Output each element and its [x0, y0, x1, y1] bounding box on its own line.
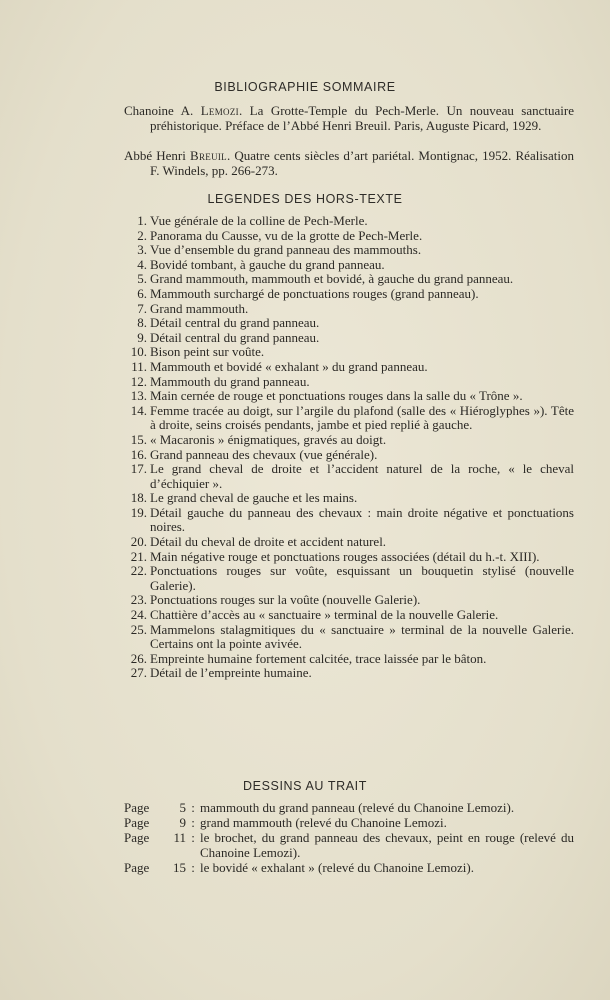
legend-number: 15. [130, 431, 147, 447]
legend-number: 9. [137, 329, 147, 345]
page-number: 5 [179, 800, 186, 815]
legend-item [124, 550, 574, 565]
bibliography-entry-1: Chanoine A. Lemozi. La Grotte-Temple du Pech-Merle. Un nouveau sanctuaire préhistorique. Préface de l’Abbé Henri Breuil. Paris, Auguste Picard, 1929. [124, 103, 575, 133]
legend-text: Grand mammouth, mammouth et bovidé, à gauche du grand panneau. [150, 271, 514, 287]
legend-number: 10. [130, 344, 147, 360]
legend-number: 21. [130, 548, 147, 564]
legend-item [124, 229, 574, 244]
legend-item [124, 666, 574, 681]
legend-text: Mammelons stalagmitiques du « sanctuaire » terminal de la nouvelle Galerie. Certains ont la pointe avivée. [150, 621, 574, 652]
legends-list [124, 214, 574, 681]
drawing-item [124, 800, 574, 815]
legend-item [124, 258, 574, 273]
legends-heading: LEGENDES DES HORS-TEXTE [207, 192, 403, 206]
drawing-text: le bovidé « exhalant » (relevé du Chanoine Lemozi). [200, 860, 474, 875]
legend-number: 20. [130, 534, 147, 550]
legend-text: Détail du cheval de droite et accident naturel. [150, 534, 387, 550]
legend-text: « Macaronis » énigmatiques, gravés au doigt. [150, 431, 387, 447]
legend-text: Détail de l’empreinte humaine. [150, 665, 312, 681]
legend-text: Grand panneau des chevaux (vue générale). [150, 446, 378, 462]
legend-number: 26. [130, 650, 147, 666]
legend-number: 8. [137, 315, 147, 331]
legend-text: Panorama du Causse, vu de la grotte de Pech-Merle. [150, 227, 423, 243]
legend-item [124, 214, 574, 229]
legend-text: Vue générale de la colline de Pech-Merle. [150, 213, 368, 228]
legend-item [124, 331, 574, 346]
legend-number: 13. [130, 388, 147, 404]
legend-item [124, 462, 574, 491]
drawings-heading: DESSINS AU TRAIT [243, 779, 367, 793]
legend-text: Détail central du grand panneau. [150, 329, 320, 345]
legend-number: 17. [130, 461, 147, 477]
legend-item [124, 287, 574, 302]
legend-number: 4. [137, 256, 147, 272]
legend-text: Ponctuations rouges sur la voûte (nouvelle Galerie). [150, 592, 421, 608]
legend-text: Grand mammouth. [150, 300, 249, 316]
legend-item [124, 316, 574, 331]
legend-item [124, 302, 574, 317]
drawing-text: grand mammouth (relevé du Chanoine Lemozi. [200, 815, 447, 830]
author-name: Breuil [190, 148, 227, 163]
page-number: 15 [173, 860, 186, 875]
legend-text: Chattière d’accès au « sanctuaire » terminal de la nouvelle Galerie. [150, 607, 499, 623]
drawing-text: mammouth du grand panneau (relevé du Chanoine Lemozi). [200, 800, 515, 815]
drawing-item [124, 860, 574, 875]
legend-number: 24. [130, 607, 147, 623]
legend-text: Détail gauche du panneau des chevaux : main droite négative et ponctuations noires. [150, 504, 574, 535]
legend-item [124, 404, 574, 433]
legend-item [124, 345, 574, 360]
legend-item [124, 243, 574, 258]
legend-item [124, 535, 574, 550]
legend-number: 22. [130, 563, 147, 579]
legend-number: 27. [130, 665, 147, 681]
legend-number: 25. [130, 621, 147, 637]
separator: : [191, 830, 195, 845]
legend-text: Détail central du grand panneau. [150, 315, 320, 331]
legend-item [124, 433, 574, 448]
legend-item [124, 389, 574, 404]
separator: : [191, 800, 195, 815]
legend-item [124, 375, 574, 390]
legend-number: 18. [130, 490, 147, 506]
drawings-list [124, 800, 574, 875]
legend-item [124, 272, 574, 287]
legend-number: 23. [130, 592, 147, 608]
legend-item [124, 491, 574, 506]
legend-number: 7. [137, 300, 147, 316]
legend-number: 3. [137, 242, 147, 258]
drawing-text: le brochet, du grand panneau des chevaux, peint en rouge (relevé du Chanoine Lemozi). [200, 830, 574, 860]
page-label: Page [124, 830, 150, 845]
legend-item [124, 506, 574, 535]
legend-number: 19. [130, 504, 147, 520]
legend-item [124, 564, 574, 593]
legend-number: 12. [130, 373, 147, 389]
legend-number: 5. [137, 271, 147, 287]
legend-text: Bovidé tombant, à gauche du grand panneau. [150, 256, 385, 272]
bibliography-entry-2: Abbé Henri Breuil. Quatre cents siècles d’art pariétal. Montignac, 1952. Réalisation F. Windels, pp. 266-273. [124, 148, 574, 178]
legend-text: Femme tracée au doigt, sur l’argile du plafond (salle des « Hiéroglyphes »). Tête à droite, seins croisés pendants, jambe et pied replié à gauche. [150, 402, 574, 433]
legend-text: Vue d’ensemble du grand panneau des mammouths. [150, 242, 422, 258]
legend-text: Bison peint sur voûte. [150, 344, 265, 360]
legend-number: 14. [130, 402, 147, 418]
legend-item [124, 623, 574, 652]
legend-text: Empreinte humaine fortement calcitée, trace laissée par le bâton. [150, 650, 487, 666]
page-label: Page [124, 860, 150, 875]
separator: : [191, 815, 195, 830]
legend-number: 11. [131, 358, 147, 374]
legend-text: Ponctuations rouges sur voûte, esquissant un bouquetin stylisé (nouvelle Galerie). [150, 563, 574, 593]
bibliography-heading: BIBLIOGRAPHIE SOMMAIRE [214, 80, 396, 94]
separator: : [191, 860, 195, 875]
page-number: 11 [173, 830, 186, 845]
page-number: 9 [179, 815, 186, 830]
legend-text: Mammouth du grand panneau. [150, 373, 310, 389]
legend-text: Mammouth et bovidé « exhalant » du grand panneau. [150, 358, 428, 374]
page-label: Page [124, 815, 150, 830]
legend-number: 2. [137, 227, 147, 243]
legend-text: Main négative rouge et ponctuations rouges associées (détail du h.-t. XIII). [150, 548, 540, 564]
legend-text: Le grand cheval de droite et l’accident naturel de la roche, « le cheval d’échiquier ». [150, 461, 574, 491]
legend-number: 6. [137, 285, 147, 301]
legend-text: Le grand cheval de gauche et les mains. [150, 490, 358, 506]
author-name: Lemozi [200, 103, 239, 118]
legend-number: 16. [130, 446, 147, 462]
legend-text: Main cernée de rouge et ponctuations rouges dans la salle du « Trône ». [150, 388, 523, 404]
legend-item [124, 652, 574, 667]
legend-item [124, 593, 574, 608]
legend-text: Mammouth surchargé de ponctuations rouges (grand panneau). [150, 285, 479, 301]
page-label: Page [124, 800, 150, 815]
legend-item [124, 448, 574, 463]
legend-number: 1. [137, 213, 147, 228]
legend-item [124, 360, 574, 375]
drawing-item [124, 830, 574, 860]
drawing-item [124, 815, 574, 830]
legend-item [124, 608, 574, 623]
